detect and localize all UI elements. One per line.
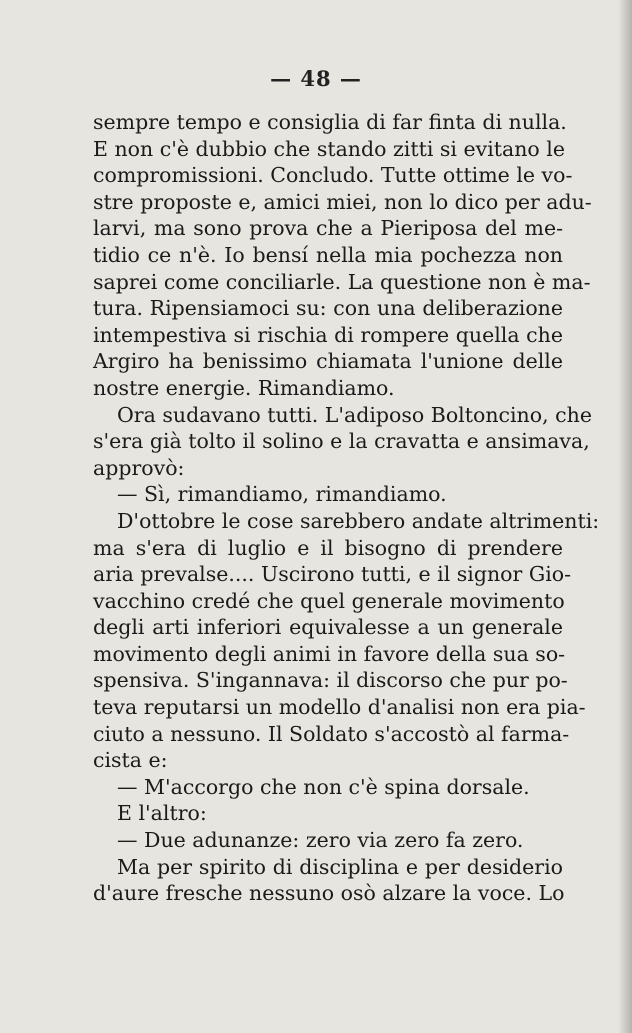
text-line: Ora sudavano tutti. L'adiposo Boltoncino, che <box>117 402 592 427</box>
text-line: E non c'è dubbio che stando zitti si evitano le <box>93 136 565 161</box>
text-line: D'ottobre le cose sarebbero andate altrimenti: <box>117 508 600 533</box>
text-line: vacchino credé che quel generale movimento <box>93 588 565 613</box>
text-line: stre proposte e, amici miei, non lo dico per adu- <box>93 189 592 214</box>
text-line: Argiro ha benissimo chiamata l'unione delle <box>93 349 563 374</box>
text-line: d'aure fresche nessuno osò alzare la voce. Lo <box>93 881 565 906</box>
text-line: s'era già tolto il solino e la cravatta e ansimava, <box>93 429 590 454</box>
page-number: — 48 — <box>270 66 362 91</box>
text-line: spensiva. S'ingannava: il discorso che pur po- <box>93 668 568 693</box>
text-line: — Sì, rimandiamo, rimandiamo. <box>117 482 447 507</box>
text-line: compromissioni. Concludo. Tutte ottime le vo- <box>93 163 573 188</box>
text-line: Ma per spirito di disciplina e per desiderio <box>117 854 563 879</box>
text-line: E l'altro: <box>117 801 207 826</box>
text-line: tura. Ripensiamoci su: con una deliberazione <box>93 296 563 321</box>
body-text <box>93 109 600 907</box>
text-line: degli arti inferiori equivalesse a un generale <box>93 615 563 640</box>
text-line: intempestiva si rischia di rompere quella che <box>93 322 563 347</box>
text-line: larvi, ma sono prova che a Pieriposa del me- <box>93 216 563 241</box>
text-line: saprei come conciliarle. La questione non è ma- <box>93 269 591 294</box>
text-line: — M'accorgo che non c'è spina dorsale. <box>117 774 530 799</box>
text-line: approvò: <box>93 455 185 480</box>
page-edge-shadow <box>618 0 632 1033</box>
text-line: teva reputarsi un modello d'analisi non era pia- <box>93 695 586 720</box>
text-line: cista e: <box>93 748 168 773</box>
text-line: ciuto a nessuno. Il Soldato s'accostò al farma- <box>93 721 570 746</box>
text-line: sempre tempo e consiglia di far finta di nulla. <box>93 110 567 134</box>
text-line: movimento degli animi in favore della sua so- <box>93 641 566 666</box>
text-line: nostre energie. Rimandiamo. <box>93 375 395 400</box>
text-line: ma s'era di luglio e il bisogno di prendere <box>93 535 563 560</box>
text-line: tidio ce n'è. Io bensí nella mia pochezza non <box>93 242 563 267</box>
text-line: — Due adunanze: zero via zero fa zero. <box>117 828 524 853</box>
text-line: aria prevalse.... Uscirono tutti, e il signor Gio- <box>93 562 572 587</box>
